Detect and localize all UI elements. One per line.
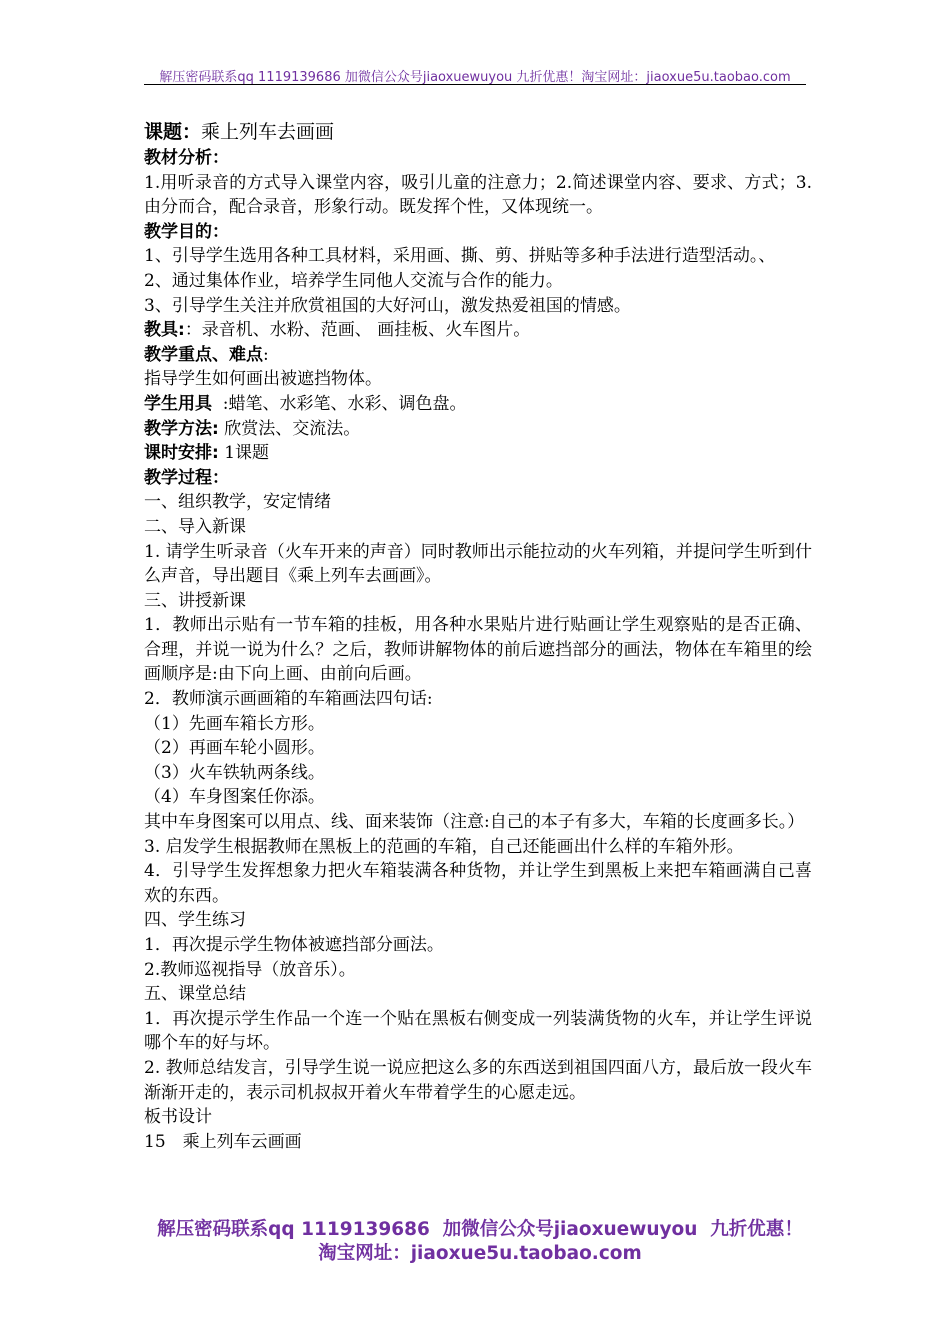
material-heading: 教材分析： (144, 148, 229, 168)
class-schedule (144, 441, 812, 466)
student-tools (144, 392, 812, 417)
process-line: 1．再次提示学生物体被遮挡部分画法。 (144, 935, 444, 955)
header-divider (144, 84, 806, 85)
process-line: 15 乘上列车云画画 (144, 1131, 302, 1152)
goal-item: 2、通过集体作业，培养学生同他人交流与合作的能力。 (144, 270, 563, 291)
focus-body: 指导学生如何画出被遮挡物体。 (144, 369, 382, 390)
title-label: 课题： (144, 121, 202, 143)
process-line: 一、组织教学，安定情绪 (144, 492, 331, 513)
process-line: 3. 启发学生根据教师在黑板上的范画的车箱，自己还能画出什么样的车箱外形。 (144, 836, 744, 857)
material-body: 1.用听录音的方式导入课堂内容，吸引儿童的注意力；2.简述课堂内容、要求、方式；3.由分而合，配合录音，形象行动。既发挥个性，又体现统一。 (144, 172, 812, 218)
process-line: 1．再次提示学生作品一个连一个贴在黑板右侧变成一列装满货物的火车，并让学生评说哪个车的好与坏。 (144, 1008, 812, 1054)
method-text: 欣赏法、交流法。 (218, 418, 361, 439)
method-label: 教学方法: (144, 418, 219, 439)
focus-heading (144, 343, 812, 368)
schedule-label: 课时安排: (144, 443, 219, 464)
process-line: （4）车身图案任你添。 (144, 787, 325, 808)
student-tools-label: 学生用具 (144, 393, 212, 414)
process-line: 板书设计 (144, 1107, 212, 1128)
tools-label: 教具: (144, 320, 185, 341)
process-line: 2．教师演示画画箱的车箱画法四句话: (144, 689, 433, 710)
header-watermark: 解压密码联系qq 1119139686 加微信公众号jiaoxuewuyou 九折优惠！淘宝网址：jiaoxue5u.taobao.com (159, 70, 791, 85)
process-line: （3）火车铁轨两条线。 (144, 762, 325, 783)
process-line: 1．教师出示贴有一节车箱的挂板，用各种水果贴片进行贴画让学生观察贴的是否正确、合理，并说一说为什么？之后，教师讲解物体的前后遮挡部分的画法，物体在车箱里的绘画顺序是:由下向上画、由前向后画。 (144, 615, 812, 685)
process-line: 1. 请学生听录音（火车开来的声音）同时教师出示能拉动的火车列箱，并提问学生听到什么声音，导出题目《乘上列车去画画》。 (144, 541, 812, 587)
teaching-method (144, 417, 812, 442)
goal-item: 3、引导学生关注并欣赏祖国的大好河山，激发热爱祖国的情感。 (144, 295, 631, 316)
process-line: 4．引导学生发挥想象力把火车箱装满各种货物，并让学生到黑板上来把车箱画满自己喜欢的东西。 (144, 861, 812, 906)
process-line: 二、导入新课 (144, 516, 246, 537)
teaching-tools (144, 318, 812, 343)
process-line: 其中车身图案可以用点、线、面来装饰（注意:自己的本子有多大，车箱的长度画多长。） (144, 812, 805, 833)
goal-item: 1、引导学生选用各种工具材料，采用画、撕、剪、拼贴等多种手法进行造型活动。、 (144, 246, 776, 267)
process-line: （1）先画车箱长方形。 (144, 713, 325, 734)
focus-label: 教学重点、难点 (144, 344, 263, 365)
process-line: 2. 教师总结发言，引导学生说一说应把这么多的东西送到祖国四面八方，最后放一段火车渐渐开走的，表示司机叔叔开着火车带着学生的心愿走远。 (144, 1057, 812, 1103)
focus-colon: : (263, 344, 269, 365)
goal-heading: 教学目的： (144, 221, 229, 242)
process-line: 四、学生练习 (144, 910, 246, 931)
process-line: （2）再画车轮小圆形。 (144, 738, 325, 759)
process-heading: 教学过程： (144, 467, 229, 488)
lesson-title (144, 118, 812, 146)
footer-watermark (140, 1218, 820, 1266)
process-line: 2.教师巡视指导（放音乐）。 (144, 959, 356, 980)
tools-text: ：录音机、水粉、范画、 画挂板、火车图片。 (184, 320, 531, 341)
process-line: 三、讲授新课 (144, 590, 246, 611)
schedule-text: 1课题 (218, 443, 270, 464)
footer-line-1: 解压密码联系qq 1119139686 加微信公众号jiaoxuewuyou 九折优惠！ (157, 1219, 803, 1240)
title-text: 乘上列车去画画 (201, 121, 335, 143)
student-tools-text: :蜡笔、水彩笔、水彩、调色盘。 (212, 393, 467, 414)
footer-line-2: 淘宝网址：jiaoxue5u.taobao.com (318, 1243, 642, 1264)
process-line: 五、课堂总结 (144, 984, 246, 1005)
lesson-plan-document (144, 118, 812, 1154)
